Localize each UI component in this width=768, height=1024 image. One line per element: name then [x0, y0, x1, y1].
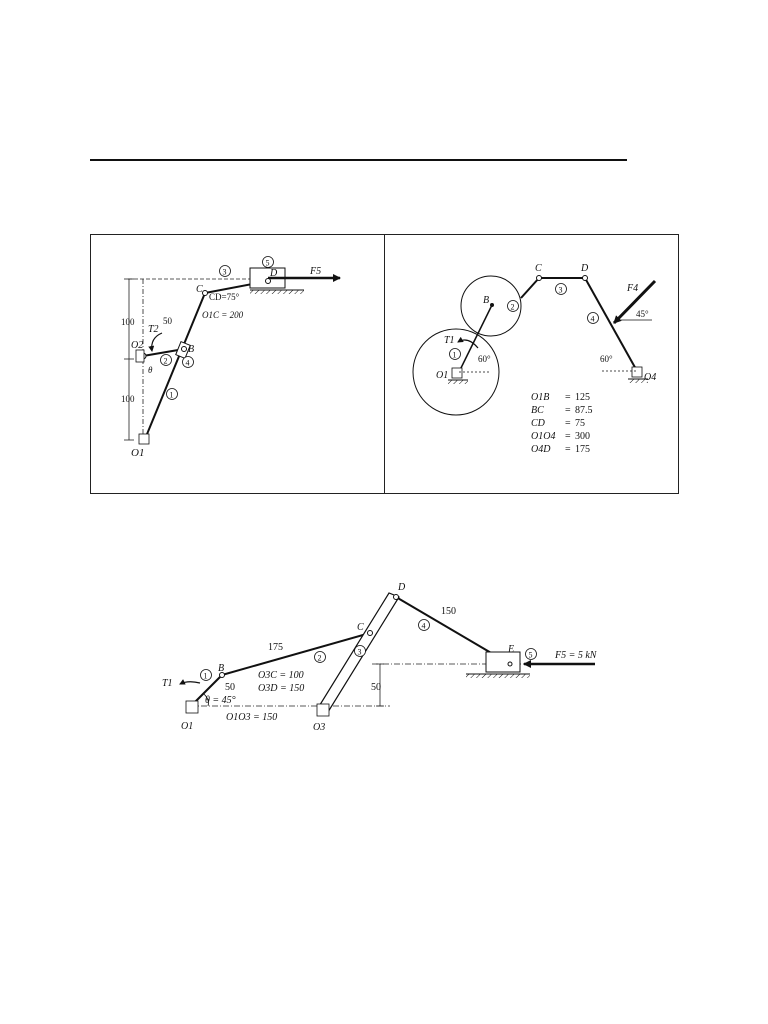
label-e-c: E [508, 644, 515, 655]
link-num-3-b: 3 [558, 285, 563, 295]
figure-a [121, 257, 340, 460]
link-num-4-c: 4 [421, 621, 426, 631]
dim-row-value: 75 [575, 418, 585, 429]
cd-note: CD=75° [209, 292, 240, 302]
link-num-2-a: 2 [163, 356, 168, 366]
svg-text:=: = [565, 431, 571, 442]
link-num-3-a: 3 [222, 267, 227, 277]
dim-row-value: 175 [575, 444, 590, 455]
link-1-a [145, 293, 205, 439]
label-c-c: C [357, 622, 364, 633]
label-f5-a: F5 [310, 266, 322, 277]
label-50-a: 50 [163, 316, 172, 326]
label-t2: T2 [148, 324, 159, 335]
dim-row-value: 300 [575, 431, 590, 442]
o3d-note: O3D = 150 [258, 683, 305, 694]
label-t1-b: T1 [444, 335, 455, 346]
link-num-3-c: 3 [357, 647, 362, 657]
angle-45-b: 45° [636, 309, 649, 319]
torque-t2-arrow [152, 333, 162, 351]
dim-row-name: BC [531, 405, 544, 416]
dim-row-value: 125 [575, 392, 590, 403]
link-2-b [521, 278, 539, 298]
label-f4: F4 [627, 283, 639, 294]
dim-lower-label: 100 [121, 394, 135, 404]
label-50-link: 50 [225, 682, 235, 693]
label-o4-b: O4 [644, 372, 657, 383]
label-c-b: C [535, 263, 542, 274]
o1o3-note: O1O3 = 150 [226, 712, 278, 723]
label-b-a: B [188, 344, 195, 355]
label-d-b: D [581, 263, 589, 274]
label-d-c: D [398, 582, 406, 593]
label-o1-a: O1 [131, 447, 145, 459]
dim-upper-label: 100 [121, 317, 135, 327]
link-num-1-b: 1 [452, 350, 457, 360]
dim-row-name: O1O4 [531, 431, 556, 442]
link-num-5-c: 5 [528, 650, 533, 660]
link-num-2-b: 2 [510, 302, 515, 312]
svg-text:=: = [565, 405, 571, 416]
dimension-table-b [531, 392, 593, 455]
label-c-a: C [196, 284, 203, 295]
figure-c [162, 582, 598, 733]
o1c-note: O1C = 200 [202, 310, 244, 320]
link-num-4-a: 4 [185, 358, 190, 368]
svg-text:=: = [565, 418, 571, 429]
label-t1-c: T1 [162, 678, 173, 689]
link-num-2-c: 2 [317, 653, 322, 663]
slider-e-block [486, 652, 520, 672]
label-b-b: B [483, 295, 490, 306]
figure-b [413, 263, 656, 455]
dim-row-name: CD [531, 418, 545, 429]
label-150-link: 150 [441, 606, 456, 617]
label-o2-a: O2 [131, 340, 144, 351]
label-theta-a: θ [148, 365, 153, 375]
label-175: 175 [268, 642, 283, 653]
dim-row-name: O1B [531, 392, 550, 403]
link-num-5-a: 5 [265, 258, 270, 268]
angle-60-right-b: 60° [600, 354, 613, 364]
link-num-1-a: 1 [169, 390, 174, 400]
svg-text:=: = [565, 392, 571, 403]
theta-note-c: θ = 45° [205, 695, 236, 706]
link-num-1-c: 1 [203, 671, 208, 681]
torque-t1-arrow-c [180, 682, 200, 684]
label-o1-b: O1 [436, 370, 449, 381]
label-b-c: B [218, 663, 225, 674]
dim-row-value: 87.5 [575, 405, 593, 416]
angle-60-left-b: 60° [478, 354, 491, 364]
o3c-note: O3C = 100 [258, 670, 304, 681]
label-o3-c: O3 [313, 722, 326, 733]
label-50-offset: 50 [371, 682, 381, 693]
link-num-4-b: 4 [590, 314, 595, 324]
dim-row-name: O4D [531, 444, 551, 455]
label-f5-c: F5 = 5 kN [555, 650, 597, 661]
label-d-a: D [270, 268, 278, 279]
label-o1-c: O1 [181, 721, 194, 732]
svg-text:=: = [565, 444, 571, 455]
